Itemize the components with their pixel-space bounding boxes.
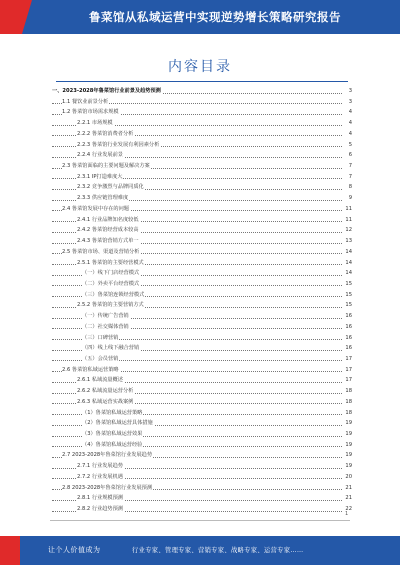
toc-entry[interactable] xyxy=(52,150,352,161)
toc-entry-page: 22 xyxy=(342,504,352,515)
toc-entry-page: 3 xyxy=(342,86,352,97)
toc-entry[interactable] xyxy=(52,375,352,386)
toc-entry-title: 2.3 鲁菜馆面临的主要问题及解决方案 xyxy=(62,161,151,172)
toc-entry-page: 14 xyxy=(342,247,352,258)
toc-entry-title: （三）鲁菜馆连锁经营模式 xyxy=(82,290,145,301)
toc-entry[interactable] xyxy=(52,107,352,118)
toc-entry-page: 17 xyxy=(342,375,352,386)
toc-entry-page: 17 xyxy=(342,354,352,365)
toc-entry-page: 19 xyxy=(342,440,352,451)
page-number: 1 xyxy=(345,511,349,517)
toc-entry-title: （一）传统广告营销 xyxy=(82,311,130,322)
footer-slogan: 让个人价值成为 xyxy=(48,546,101,554)
toc-entry-page: 6 xyxy=(342,150,352,161)
toc-entry[interactable] xyxy=(52,397,352,408)
toc-entry-page: 7 xyxy=(342,172,352,183)
toc-entry-page: 12 xyxy=(342,225,352,236)
toc-entry[interactable] xyxy=(52,311,352,322)
toc-entry[interactable] xyxy=(52,386,352,397)
toc-entry-title: 一、2023-2028年鲁菜馆行业前景及趋势预测 xyxy=(52,86,162,97)
toc-entry-title: 2.4.3 鲁菜馆营销方式单一 xyxy=(77,236,140,247)
toc-entry[interactable] xyxy=(52,504,352,515)
toc-entry-page: 16 xyxy=(342,343,352,354)
toc-entry[interactable] xyxy=(52,97,352,108)
toc-entry-title: 2.4.2 鲁菜馆经营成本较高 xyxy=(77,225,140,236)
toc-entry-page: 15 xyxy=(342,300,352,311)
toc-entry[interactable] xyxy=(52,225,352,236)
toc-entry[interactable] xyxy=(52,450,352,461)
toc-entry[interactable] xyxy=(52,418,352,429)
toc-entry-page: 14 xyxy=(342,258,352,269)
toc-entry-page: 21 xyxy=(342,483,352,494)
footer-tagline: 行业专家、管理专家、营销专家、战略专家、运营专家…… xyxy=(132,547,304,554)
footer-red-stripe xyxy=(0,536,20,565)
toc-entry-title: 2.6.3 私域运营实战案例 xyxy=(77,397,134,408)
toc-entry-page: 16 xyxy=(342,333,352,344)
toc-entry-title: （二）外卖平台经营模式 xyxy=(82,279,140,290)
toc-entry[interactable] xyxy=(52,193,352,204)
toc-entry-page: 14 xyxy=(342,268,352,279)
toc-entry[interactable] xyxy=(52,408,352,419)
toc-entry-page: 5 xyxy=(342,140,352,151)
toc-entry-title: （4）鲁菜馆私域运营经验 xyxy=(82,440,143,451)
toc-entry-page: 16 xyxy=(342,311,352,322)
toc-entry-page: 4 xyxy=(342,118,352,129)
toc-entry[interactable] xyxy=(52,204,352,215)
toc-entry[interactable] xyxy=(52,258,352,269)
toc-entry[interactable] xyxy=(52,300,352,311)
toc-entry[interactable] xyxy=(52,279,352,290)
toc-entry[interactable] xyxy=(52,236,352,247)
toc-entry[interactable] xyxy=(52,461,352,472)
toc-entry-title: 2.2.2 鲁菜馆消费者分析 xyxy=(77,129,134,140)
toc-entry[interactable] xyxy=(52,365,352,376)
toc-entry-title: （一）线下门店经营模式 xyxy=(82,268,140,279)
toc-entry-page: 9 xyxy=(342,193,352,204)
toc-entry[interactable] xyxy=(52,322,352,333)
header-red-stripe xyxy=(0,0,22,34)
toc-entry[interactable] xyxy=(52,493,352,504)
toc-entry-title: 2.6.1 私域流量概述 xyxy=(77,375,124,386)
toc-entry-title: 2.8.1 行业规模预测 xyxy=(77,493,124,504)
toc-entry[interactable] xyxy=(52,140,352,151)
toc-entry-title: 1.1 餐饮业前景分析 xyxy=(62,97,109,108)
toc-entry-page: 7 xyxy=(342,161,352,172)
toc-entry[interactable] xyxy=(52,215,352,226)
toc-entry[interactable] xyxy=(52,290,352,301)
toc-entry-page: 18 xyxy=(342,397,352,408)
toc-entry-title: 2.5 鲁菜馆市场、渠道及营销分析 xyxy=(62,247,140,258)
toc-entry-title: （四）线上线下融合营销 xyxy=(82,343,140,354)
toc-entry-page: 11 xyxy=(342,204,352,215)
toc-entry[interactable] xyxy=(52,483,352,494)
page-divider xyxy=(50,520,350,521)
toc-entry-title: （二）社交媒体营销 xyxy=(82,322,130,333)
toc-heading-divider xyxy=(56,81,348,82)
toc-entry-title: 2.7 2023-2028年鲁菜馆行业发展趋势 xyxy=(62,450,153,461)
toc-entry-page: 4 xyxy=(342,129,352,140)
toc-entry-page: 19 xyxy=(342,418,352,429)
toc-entry-page: 4 xyxy=(342,107,352,118)
toc-entry[interactable] xyxy=(52,354,352,365)
toc-entry[interactable] xyxy=(52,440,352,451)
toc-entry[interactable] xyxy=(52,333,352,344)
toc-entry-title: 2.7.1 行业发展趋势 xyxy=(77,461,124,472)
toc-entry-page: 19 xyxy=(342,450,352,461)
toc-entry-title: 2.2.3 鲁菜馆行业发展有利因素分析 xyxy=(77,140,160,151)
toc-entry-page: 8 xyxy=(342,182,352,193)
toc-entry[interactable] xyxy=(52,429,352,440)
toc-entry-title: 2.3.1 IP打造难度大 xyxy=(77,172,123,183)
toc-entry-title: 2.3.2 竞争激烈与品牌同质化 xyxy=(77,182,145,193)
toc-entry[interactable] xyxy=(52,161,352,172)
toc-entry[interactable] xyxy=(52,247,352,258)
toc-entry-title: 2.5.1 鲁菜馆的主要经营模式 xyxy=(77,258,145,269)
toc-entry-page: 15 xyxy=(342,279,352,290)
toc-entry-title: 2.2.4 行业发展前景 xyxy=(77,150,124,161)
toc-entry[interactable] xyxy=(52,118,352,129)
toc-entry[interactable] xyxy=(52,172,352,183)
toc-entry-title: 1.2 鲁菜馆市场需求规模 xyxy=(62,107,120,118)
toc-entry-title: 2.6.2 私域流量运营分析 xyxy=(77,386,134,397)
toc-entry-title: 2.8 2023-2028年鲁菜馆行业发展预测 xyxy=(62,483,153,494)
toc-entry-title: （3）鲁菜馆私域运营效果 xyxy=(82,429,143,440)
toc-entry[interactable] xyxy=(52,343,352,354)
report-title: 鲁菜馆从私域运营中实现逆势增长策略研究报告 xyxy=(89,10,341,24)
toc-entry[interactable] xyxy=(52,182,352,193)
toc-entry-title: 2.2.1 市场规模 xyxy=(77,118,114,129)
toc-entry-page: 21 xyxy=(342,493,352,504)
toc-entry-title: 2.8.2 行业趋势预测 xyxy=(77,504,124,515)
table-of-contents xyxy=(52,86,352,515)
toc-entry-title: （三）口碑营销 xyxy=(82,333,119,344)
toc-entry-page: 16 xyxy=(342,322,352,333)
toc-entry[interactable] xyxy=(52,268,352,279)
toc-entry-title: 2.7.2 行业发展机遇 xyxy=(77,472,124,483)
toc-entry-page: 13 xyxy=(342,236,352,247)
toc-entry-page: 3 xyxy=(342,97,352,108)
toc-entry-title: （五）会员营销 xyxy=(82,354,119,365)
toc-entry-page: 20 xyxy=(342,472,352,483)
toc-entry-title: 2.3.3 供应链管理难度 xyxy=(77,193,129,204)
toc-entry-page: 15 xyxy=(342,290,352,301)
toc-entry-title: 2.6 鲁菜馆私域运营策略 xyxy=(62,365,120,376)
toc-heading: 内容目录 xyxy=(168,59,232,75)
toc-entry-title: 2.4 鲁菜馆发展中存在的问题 xyxy=(62,204,130,215)
toc-entry-title: 2.5.2 鲁菜馆的主要营销方式 xyxy=(77,300,145,311)
toc-entry-page: 17 xyxy=(342,365,352,376)
toc-entry-page: 11 xyxy=(342,215,352,226)
toc-entry-title: （1）鲁菜馆私域运营策略 xyxy=(82,408,143,419)
toc-entry-page: 18 xyxy=(342,386,352,397)
toc-entry[interactable] xyxy=(52,86,352,97)
toc-entry-page: 19 xyxy=(342,429,352,440)
toc-entry-title: （2）鲁菜馆私域运营具体措施 xyxy=(82,418,154,429)
toc-entry[interactable] xyxy=(52,129,352,140)
toc-entry[interactable] xyxy=(52,472,352,483)
toc-entry-title: 2.4.1 行业品牌知名度较低 xyxy=(77,215,140,226)
toc-entry-page: 18 xyxy=(342,408,352,419)
toc-entry-page: 19 xyxy=(342,461,352,472)
